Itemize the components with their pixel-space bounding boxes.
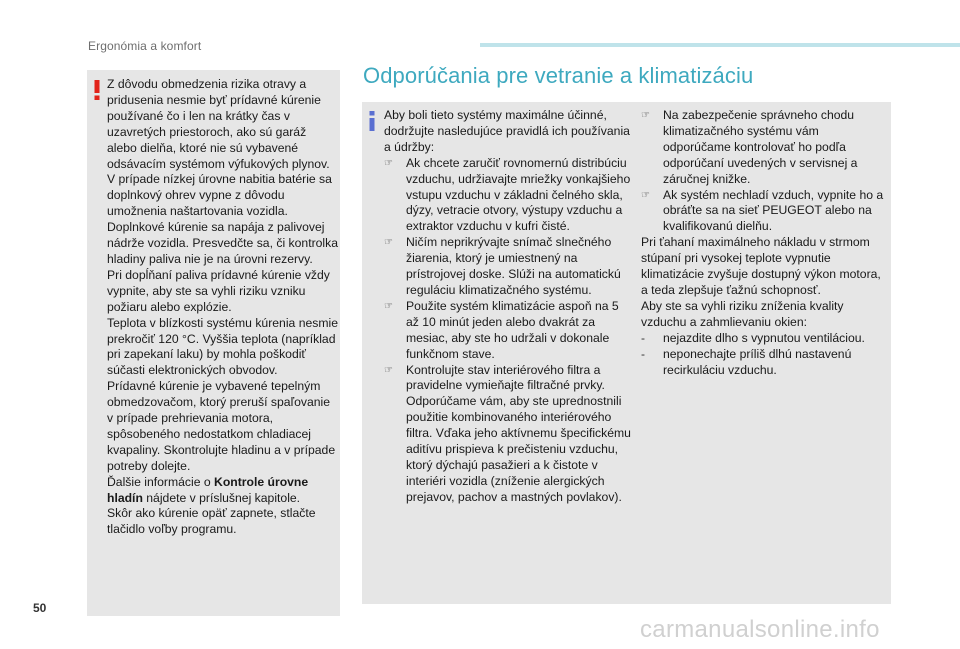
info-icon [368, 111, 376, 131]
chapter-accent-bar [480, 43, 960, 47]
more-info-reference: Kontrole úrovne hladín [107, 474, 309, 505]
pointing-finger-icon: ☞ [384, 364, 393, 376]
warning-paragraph: Pri dopĺňaní paliva prídavné kúrenie vždy vypnite, aby ste sa vyhli riziku vzniku požiaru alebo explózie. [107, 267, 330, 314]
more-info-paragraph [107, 475, 339, 507]
info-intro: Aby boli tieto systémy maximálne účinné, dodržujte nasledujúce pravidlá ich používania a údržby: [384, 108, 630, 154]
list-item [641, 108, 886, 188]
exclamation-icon [93, 80, 101, 100]
list-item [641, 331, 886, 347]
list-item-text: Ak chcete zaručiť rovnomernú distribúciu vzduchu, udržiavajte mriežky vonkajšieho vstupu vzduchu v základni čelného skla, dýzy, vetracie otvory, výstupy vzduchu a extraktor vzduchu v kufri čisté. [406, 155, 631, 234]
warning-text [107, 77, 339, 538]
list-item-text: Ak systém nechladí vzduch, vypnite ho a obráťte sa na sieť PEUGEOT alebo na kvalifikovanú dielňu. [663, 187, 884, 234]
warning-paragraph: Doplnkové kúrenie sa napája z palivovej nádrže vozidla. Presvedčte sa, či kontrolka hladiny paliva nie je na úrovni rezervy. [107, 220, 338, 266]
list-item-text: neponechajte príliš dlhú nastavenú recirkuláciu vzduchu. [663, 346, 852, 377]
warning-paragraph: Z dôvodu obmedzenia rizika otravy a pridusenia nesmie byť prídavné kúrenie používané čo i len na krátky čas v uzavretých priestoroch, ako sú garáž alebo dielňa, ktoré nie sú vybavené odsávacím systémom výfukových plynov. [107, 77, 330, 171]
more-info-suffix: nájdete v príslušnej kapitole. [142, 490, 301, 505]
info-text-column-2 [641, 108, 886, 378]
section-title: Odporúčania pre vetranie a klimatizáciu [363, 63, 754, 88]
pointing-finger-icon: ☞ [384, 300, 393, 312]
list-item-text: Kontrolujte stav interiérového filtra a pravidelne vymieňajte filtračné prvky. Odporúčame vám, aby ste uprednostnili použitie kombinovaného interiérového filtra. Vďaka jeho aktívnemu špecifickému aditívu prispieva k prečisteniu vzduchu, ktorý dýchajú pasažieri a k čistote v interiéri vozidla (zníženie alergických prejavov, pachov a mastných povlakov). [406, 362, 631, 504]
info-text-column-1 [384, 108, 634, 506]
warning-paragraph: V prípade nízkej úrovne nabitia batérie sa doplnkový ohrev vypne z dôvodu umožnenia naštartovania vozidla. [107, 172, 332, 219]
dash-bullet: - [641, 330, 645, 345]
more-info-prefix: Ďalšie informácie o [107, 474, 215, 489]
warning-paragraph: Teplota v blízkosti systému kúrenia nesmie prekročiť 120 °C. Vyššia teplota (napríklad pri zapekaní laku) by mohla poškodiť súčasti elektronických obvodov. [107, 315, 338, 378]
list-item [384, 235, 634, 299]
list-item [641, 188, 886, 236]
air-quality-intro: Aby ste sa vyhli riziku zníženia kvality vzduchu a zahmlievaniu okien: [641, 298, 844, 329]
chapter-title: Ergonómia a komfort [88, 39, 202, 53]
towing-paragraph: Pri ťahaní maximálneho nákladu v strmom stúpaní pri vysokej teplote vypnutie klimatizácie zvyšuje dostupný výkon motora, a teda zlepšuje ťažnú schopnosť. [641, 235, 881, 297]
list-item-text: Ničím neprikrývajte snímač slnečného žiarenia, ktorý je umiestnený na prístrojovej doske. Slúži na automatickú reguláciu klimatizačného systému. [406, 235, 621, 297]
pointing-finger-icon: ☞ [641, 189, 650, 201]
watermark: carmanualsonline.info [640, 616, 880, 643]
list-item-text: nejazdite dlho s vypnutou ventiláciou. [663, 330, 865, 345]
list-item [384, 299, 634, 363]
dash-bullet: - [641, 346, 645, 361]
warning-paragraph: Skôr ako kúrenie opäť zapnete, stlačte tlačidlo voľby programu. [107, 506, 316, 537]
list-item [641, 347, 886, 379]
list-item [384, 156, 634, 236]
list-item-text: Použite systém klimatizácie aspoň na 5 až 10 minút jeden alebo dvakrát za mesiac, aby ste ho udržali v dokonale funkčnom stave. [406, 298, 619, 361]
list-item [384, 363, 634, 506]
pointing-finger-icon: ☞ [384, 237, 393, 249]
warning-paragraph: Prídavné kúrenie je vybavené tepelným obmedzovačom, ktorý preruší spaľovanie v prípade prehrievania motora, spôsobeného nedostatkom chladiacej kvapaliny. Skontrolujte hladinu a v prípade potreby dolejte. [107, 379, 336, 473]
list-item-text: Na zabezpečenie správneho chodu klimatizačného systému vám odporúčame kontrolovať ho podľa odporúčaní uvedených v servisnej a záručnej knižke. [663, 108, 858, 186]
page-number: 50 [33, 601, 47, 615]
pointing-finger-icon: ☞ [641, 110, 650, 121]
pointing-finger-icon: ☞ [384, 157, 393, 169]
